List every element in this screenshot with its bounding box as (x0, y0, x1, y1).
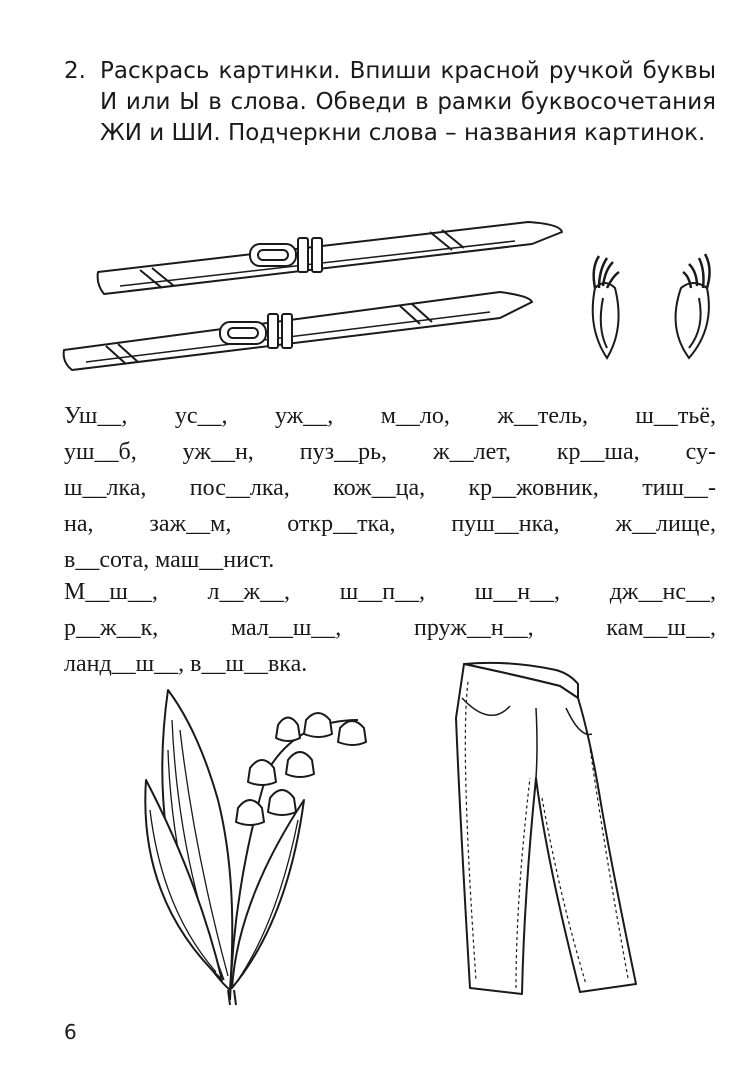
word-line: Уш__, ус__, уж__, м__ло, ж__тель, ш__тьё, (64, 403, 716, 429)
skis-illustration (60, 212, 570, 372)
task-number: 2. (64, 58, 86, 84)
word-line: ланд__ш__, в__ш__вка. (64, 651, 308, 677)
word-line: в__сота, маш__нист. (64, 547, 275, 573)
page-number: 6 (64, 1020, 77, 1044)
bunny-ears-illustration (585, 248, 720, 363)
word-line: М__ш__, л__ж__, ш__п__, ш__н__, дж__нс__, (64, 579, 716, 605)
task-text: Раскрась картинки. Впиши красной ручкой буквы И или Ы в слова. Обведи в рамки буквосочетания ЖИ и ШИ. Подчеркни слова – названия картинок. (100, 58, 716, 146)
word-line: на, заж__м, откр__тка, пуш__нка, ж__лище, (64, 511, 716, 537)
word-line: ш__лка, пос__лка, кож__ца, кр__жовник, тиш__- (64, 475, 716, 501)
jeans-illustration (450, 658, 650, 1008)
word-line: уш__б, уж__н, пуз__рь, ж__лет, кр__ша, су- (64, 439, 716, 465)
exercise-words-1 (64, 398, 716, 578)
word-line: р__ж__к, мал__ш__, пруж__н__, кам__ш__, (64, 615, 716, 641)
task-instruction (64, 56, 716, 149)
lily-of-the-valley-illustration (138, 680, 378, 1010)
